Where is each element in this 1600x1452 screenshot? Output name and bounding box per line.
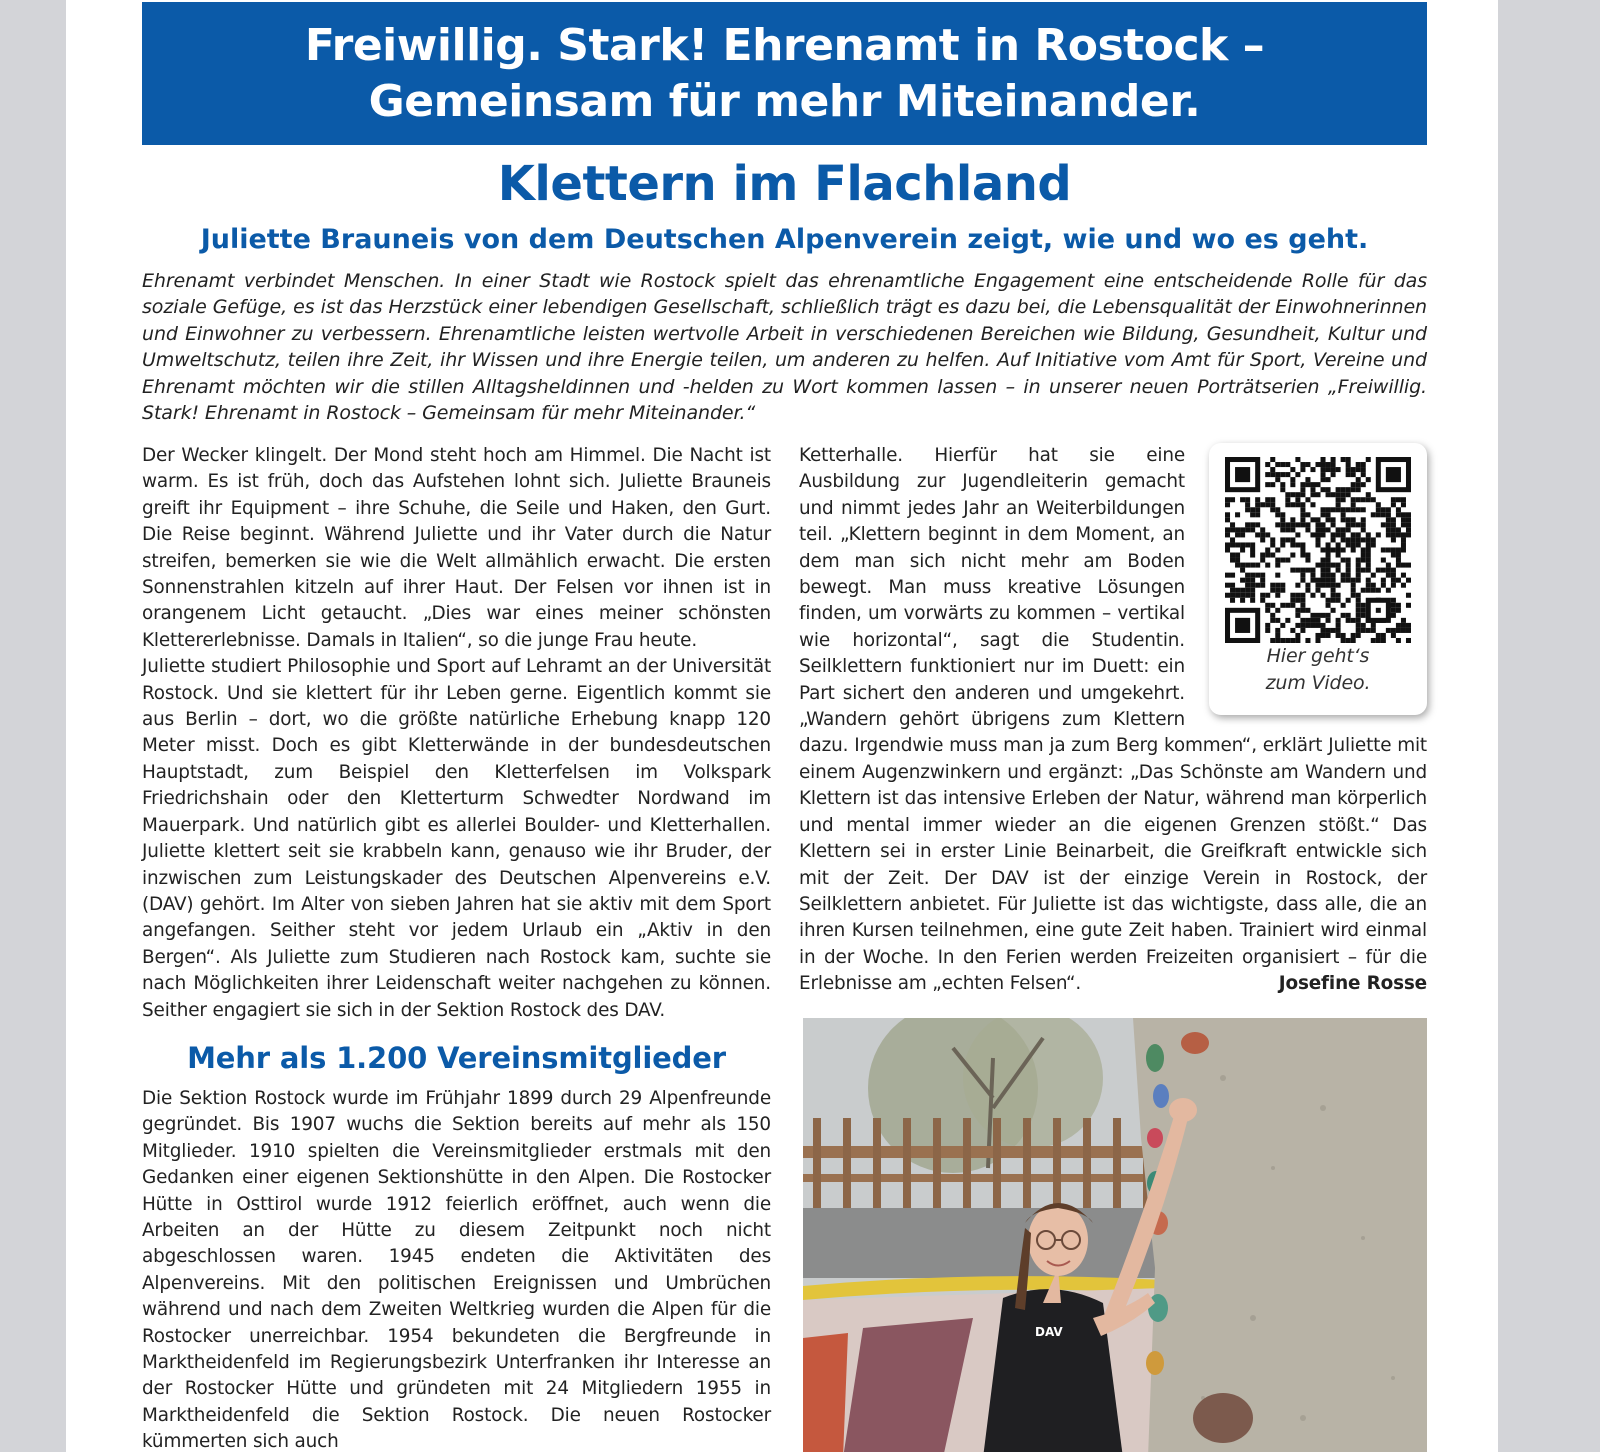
article-title: Klettern im Flachland — [497, 156, 1072, 212]
left-column — [142, 443, 771, 1452]
right-column — [799, 443, 1427, 998]
paragraph: Der Wecker klingelt. Der Mond steht hoch am Himmel. Die Nacht ist warm. Es ist früh, doch das Aufstehen lohnt sich. Juliette Brauneis greift ihr Equipment – ihre Schuhe, die Seile und Haken, den Gurt. Die Reise beginnt. Während Juliette und ihr Vater durch die Natur streifen, bemerken sie wie die Welt allmählich erwacht. Die ersten Sonnenstrahlen kitzeln auf ihrer Haut. Der Felsen vor ihnen ist in orangenem Licht getaucht. „Dies war eines meiner schönsten Klettererlebnisse. Damals in Italien“, so die junge Frau heute. — [142, 445, 771, 651]
qr-code-icon[interactable] — [1225, 457, 1411, 643]
article-subtitle: Juliette Brauneis von dem Deutschen Alpenverein zeigt, wie und wo es geht. — [200, 224, 1369, 255]
series-banner — [142, 2, 1427, 145]
magazine-page — [66, 0, 1498, 1452]
paragraph: Die Sektion Rostock wurde im Frühjahr 1899 durch 29 Alpenfreunde gegründet. Bis 1907 wuchs die Sektion bereits auf mehr als 150 Mitglieder. 1910 spielten die Vereinsmitglieder erstmals mit den Gedanken einer eigenen Sektionshütte in den Alpen. Die Rostocker Hütte in Osttirol wurde 1912 feierlich eröffnet, auch wenn die Arbeiten an der Hütte zu diesem Zeitpunkt noch nicht abgeschlossen waren. 1945 endeten die Aktivitäten des Alpenvereins. Mit den politischen Ereignissen und Umbrüchen während und nach dem Zweiten Weltkrieg wurden die Alpen für die Rostocker unerreichbar. 1954 bekundeten die Bergfreunde in Marktheidenfeld im Regierungsbezirk Unterfranken ihr Interesse an der Rostocker Hütte und gründeten mit 24 Mitgliedern 1955 in Marktheidenfeld die Sektion Rostock. Die neuen Rostocker kümmerten sich auch — [142, 1087, 771, 1452]
shirt-logo: DAV — [1035, 1325, 1063, 1339]
author-name: Josefine Rosse — [1278, 973, 1427, 995]
qr-caption-line-2: zum Video. — [1265, 672, 1371, 694]
banner-line-1: Freiwillig. Stark! Ehrenamt in Rostock – — [304, 19, 1265, 71]
section-heading: Mehr als 1.200 Vereinsmitglieder — [187, 1040, 726, 1075]
banner-line-2: Gemeinsam für mehr Miteinander. — [368, 75, 1201, 127]
paragraph: Juliette studiert Philosophie und Sport auf Lehramt an der Universität Rostock. Und sie klettert für ihr Leben gerne. Eigentlich kommt sie aus Berlin – dort, wo die größte natürliche Erhebung knapp 120 Meter misst. Doch es gibt Kletterwände in der bundesdeutschen Hauptstadt, zum Beispiel den Kletterfelsen im Volkspark Friedrichshain oder den Kletterturm Schwedter Nordwand im Mauerpark. Und natürlich gibt es allerlei Boulder- und Kletterhallen. Juliette klettert seit sie krabbeln kann, genauso wie ihr Bruder, der inzwischen zum Leistungskader des Deutschen Alpenvereins e.V. (DAV) gehört. Im Alter von sieben Jahren hat sie aktiv mit dem Sport angefangen. Seither steht vor jedem Urlaub ein „Aktiv in den Bergen“. Als Juliette zum Studieren nach Rostock kam, suchte sie nach Möglichkeiten ihrer Leidenschaft weiter nachgehen zu können. Seither engagiert sie sich in der Sektion Rostock des DAV. — [142, 656, 771, 1021]
paragraph-text: Ketterhalle. Hierfür hat sie eine Ausbildung zur Jugendleiterin gemacht und nimmt jedes Jahr an Weiterbildungen teil. „Klettern beginnt in dem Moment, an dem man sich nicht mehr am Boden bewegt. Man muss kreative Lösungen finden, um vorwärts zu kommen – vertikal wie horizontal“, sagt die Studentin. Seilklettern funktioniert nur im Duett: ein Part sichert den anderen und umgekehrt. „Wandern gehört übrigens zum Klettern dazu. Irgendwie muss man ja zum Berg kommen“, erklärt Juliette mit einem Augenzwinkern und ergänzt: „Das Schönste am Wandern und Klettern ist das intensive Erleben der Natur, während man körperlich und mental immer wieder an die eigenen Grenzen stößt.“ Das Klettern sei in erster Linie Beinarbeit, die Greifkraft entwickle sich mit der Zeit. Der DAV ist der einzige Verein in Rostock, der Seilklettern anbietet. Für Juliette ist das wichtigste, dass alle, die an ihren Kursen teilnehmen, eine gute Zeit haben. Trainiert wird einmal in der Woche. In den Ferien werden Freizeiten organisiert – für die Erlebnisse am „echten Felsen“. — [799, 445, 1427, 995]
qr-caption — [1209, 643, 1427, 697]
climbing-photo — [803, 1018, 1427, 1452]
qr-video-card[interactable] — [1209, 443, 1427, 715]
qr-caption-line-1: Hier geht‘s — [1266, 645, 1370, 667]
climber-image — [803, 1018, 1427, 1452]
article-intro: Ehrenamt verbindet Menschen. In einer Stadt wie Rostock spielt das ehrenamtliche Engagement eine entscheidende Rolle für das soziale Gefüge, es ist das Herzstück einer lebendigen Gesellschaft, schließlich trägt es dazu bei, die Lebensqualität der Einwohnerinnen und Einwohner zu verbessern. Ehrenamtliche leisten wertvolle Arbeit in verschiedenen Bereichen wie Bildung, Gesundheit, Kultur und Umweltschutz, teilen ihre Zeit, ihr Wissen und ihre Energie teilen, um anderen zu helfen. Auf Initiative vom Amt für Sport, Vereine und Ehrenamt möchten wir die stillen Alltagsheldinnen und -helden zu Wort kommen lassen – in unserer neuen Porträtserien „Freiwillig. Stark! Ehrenamt in Rostock – Gemeinsam für mehr Miteinander.“ — [142, 270, 1427, 425]
